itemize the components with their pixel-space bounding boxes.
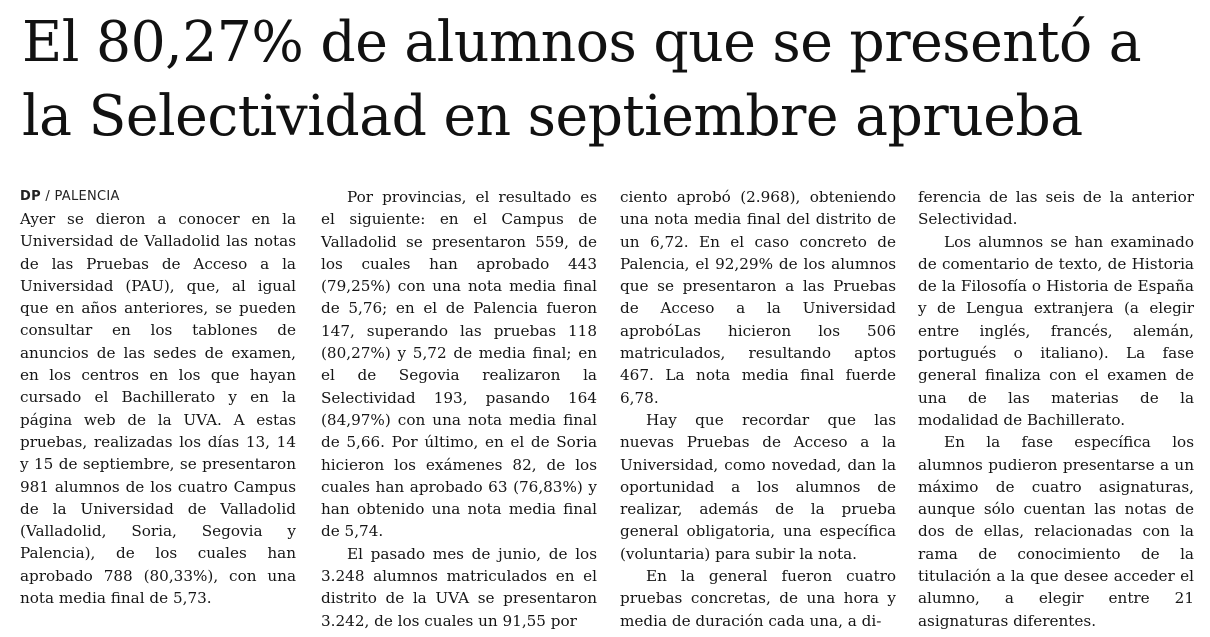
paragraph: En la general fueron cuatro pruebas concretas, de una hora y media de duración cada una, a di- — [620, 567, 896, 630]
paragraph: ferencia de las seis de la anterior Selectividad. — [918, 188, 1194, 229]
paragraph: ciento aprobó (2.968), obteniendo una nota media final del distrito de un 6,72. En el caso concreto de Palencia, el 92,29% de los alumnos que se presentaron a las Pruebas de Acceso a la Universidad aprobóLas hicieron los 506 matriculados, resultando aptos 467. La nota media final fuerde 6,78. — [620, 188, 896, 407]
paragraph: Los alumnos se han examinado de comentario de texto, de Historia de la Filosofía o Historia de España y de Lengua extranjera (a elegir entre inglés, francés, alemán, portugués o italiano). La fase general finaliza con el examen de una de las materias de la modalidad de Bachillerato. — [918, 232, 1194, 429]
article-column-3 — [620, 186, 896, 632]
byline-location: PALENCIA — [54, 189, 120, 204]
byline — [20, 186, 296, 208]
article-column-1 — [20, 186, 296, 609]
headline-line-1: El 80,27% de alumnos que se presentó a — [22, 10, 1142, 75]
paragraph: En la fase específica los alumnos pudieron presentarse a un máximo de cuatro asignaturas, aunque sólo cuentan las notas de dos de ellas, relacionadas con la rama de conocimiento de la titulación a la que desee acceder el alumno, a elegir entre 21 asignaturas diferentes. — [918, 433, 1194, 630]
article-column-4 — [918, 186, 1194, 632]
article-column-2 — [321, 186, 597, 632]
paragraph: Hay que recordar que las nuevas Pruebas de Acceso a la Universidad, como novedad, dan la oportunidad a los alumnos de realizar, además de la prueba general obligatoria, una específica (voluntaria) para subir la nota. — [620, 410, 896, 563]
paragraph: Ayer se dieron a conocer en la Universidad de Valladolid las notas de las Pruebas de Acceso a la Universidad (PAU), que, al igual que en años anteriores, se pueden consultar en los tablones de anuncios de las sedes de examen, en los centros en los que hayan cursado el Bachillerato y en la página web de la UVA. A estas pruebas, realizadas los días 13, 14 y 15 de septiembre, se presentaron 981 alumnos de los cuatro Campus de la Universidad de Valladolid (Valladolid, Soria, Segovia y Palencia), de los cuales han aprobado 788 (80,33%), con una nota media final de 5,73. — [20, 210, 296, 608]
headline-line-2: la Selectividad en septiembre aprueba — [22, 84, 1083, 149]
headline — [22, 6, 1184, 154]
paragraph: El pasado mes de junio, de los 3.248 alumnos matriculados en el distrito de la UVA se presentaron 3.242, de los cuales un 91,55 por — [321, 544, 597, 630]
paragraph: Por provincias, el resultado es el siguiente: en el Campus de Valladolid se presentaron 559, de los cuales han aprobado 443 (79,25%) con una nota media final de 5,76; en el de Palencia fueron 147, superando las pruebas 118 (80,27%) y 5,72 de media final; en el de Segovia realizaron la Selectividad 193, pasando 164 (84,97%) con una nota media final de 5,66. Por último, en el de Soria hicieron los exámenes 82, de los cuales han aprobado 63 (76,83%) y han obtenido una nota media final de 5,74. — [321, 188, 597, 541]
article-body — [20, 186, 1200, 630]
byline-separator: / — [40, 189, 55, 204]
byline-agency: DP — [20, 189, 41, 204]
